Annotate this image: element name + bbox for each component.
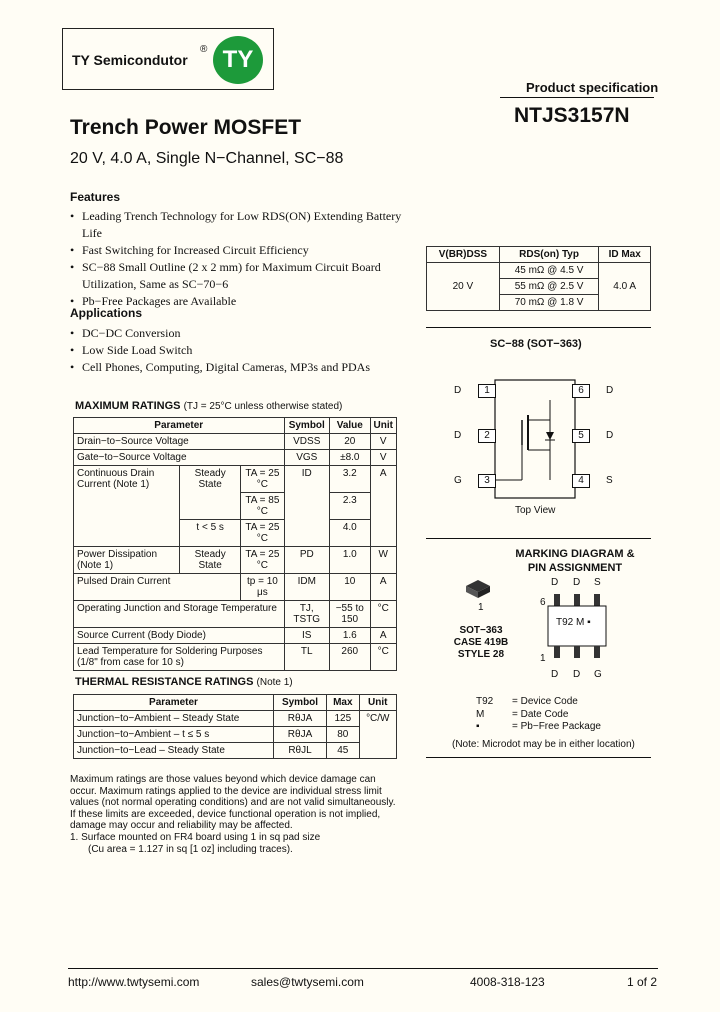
unit-cell: °C/W bbox=[359, 711, 396, 759]
package-title: SC−88 (SOT−363) bbox=[490, 338, 582, 350]
param-cell: Lead Temperature for Soldering Purposes (1/8" from case for 10 s) bbox=[74, 644, 285, 671]
rds-value: 45 mΩ @ 4.5 V bbox=[499, 263, 599, 279]
table-row bbox=[74, 601, 397, 628]
col-header: RDS(on) Typ bbox=[499, 247, 599, 263]
table-row bbox=[74, 628, 397, 644]
symbol-cell: RθJL bbox=[274, 743, 327, 759]
unit-cell: V bbox=[370, 450, 396, 466]
value-cell: 3.2 bbox=[330, 466, 370, 493]
param-cell: Gate−to−Source Voltage bbox=[74, 450, 285, 466]
max-ratings-title: MAXIMUM RATINGS bbox=[75, 400, 181, 412]
package-info bbox=[448, 625, 514, 661]
col-header: Unit bbox=[359, 695, 396, 711]
col-header: Symbol bbox=[274, 695, 327, 711]
col-header: V(BR)DSS bbox=[427, 247, 500, 263]
symbol-cell: VDSS bbox=[284, 434, 330, 450]
param-cell: Power Dissipation (Note 1) bbox=[74, 547, 180, 574]
symbol-cell: TJ, TSTG bbox=[284, 601, 330, 628]
symbol-cell: IDM bbox=[284, 574, 330, 601]
steady-state-cell: Steady State bbox=[180, 466, 241, 520]
unit-cell: V bbox=[370, 434, 396, 450]
list-item: • SC−88 Small Outline (2 x 2 mm) for Maximum Circuit Board Utilization, Same as SC−70−6 bbox=[70, 259, 420, 293]
param-cell: Junction−to−Ambient – Steady State bbox=[74, 711, 274, 727]
value-cell: 4.0 bbox=[330, 520, 370, 547]
col-header: Parameter bbox=[74, 695, 274, 711]
col-header: Symbol bbox=[284, 418, 330, 434]
legend-value: = Device Code bbox=[512, 696, 578, 707]
page-subtitle: 20 V, 4.0 A, Single N−Channel, SC−88 bbox=[70, 150, 344, 167]
thermal-heading bbox=[75, 676, 293, 688]
param-cell: Continuous Drain Current (Note 1) bbox=[74, 466, 180, 547]
symbol-cell: RθJA bbox=[274, 711, 327, 727]
divider bbox=[500, 97, 654, 98]
condition-cell: TA = 85 °C bbox=[241, 493, 284, 520]
pin-number: 1 bbox=[478, 384, 496, 398]
footer-phone: 4008-318-123 bbox=[470, 975, 545, 989]
product-spec-label: Product specification bbox=[526, 80, 659, 95]
page-title: Trench Power MOSFET bbox=[70, 116, 302, 139]
vbr-value: 20 V bbox=[427, 263, 500, 311]
legend-key: M bbox=[476, 708, 485, 720]
footer-divider bbox=[68, 968, 658, 969]
applications-heading: Applications bbox=[70, 306, 143, 320]
logo-text: TY Semicondutor bbox=[72, 52, 188, 68]
thermal-title: THERMAL RESISTANCE RATINGS bbox=[75, 676, 254, 688]
pin-number: 6 bbox=[572, 384, 590, 398]
id-value: 4.0 A bbox=[599, 263, 651, 311]
value-cell: 20 bbox=[330, 434, 370, 450]
divider bbox=[426, 757, 651, 758]
legend-row bbox=[476, 696, 601, 709]
part-number: NTJS3157N bbox=[514, 104, 630, 127]
pin-label: G bbox=[454, 475, 462, 486]
list-item: • DC−DC Conversion bbox=[70, 325, 420, 342]
package-style: STYLE 28 bbox=[457, 649, 505, 660]
unit-cell: °C bbox=[370, 601, 396, 628]
pin-label: S bbox=[606, 475, 613, 486]
top-view-label: Top View bbox=[515, 505, 556, 516]
col-header: ID Max bbox=[599, 247, 651, 263]
pin-number: 2 bbox=[478, 429, 496, 443]
divider bbox=[426, 327, 651, 328]
symbol-cell: TL bbox=[284, 644, 330, 671]
legend-value: = Pb−Free Package bbox=[512, 721, 601, 732]
legend-key: ▪ bbox=[476, 721, 480, 732]
symbol-cell: RθJA bbox=[274, 727, 327, 743]
features-heading: Features bbox=[70, 190, 121, 204]
pin-label: D bbox=[454, 430, 462, 441]
marking-title: MARKING DIAGRAM & PIN ASSIGNMENT bbox=[515, 548, 635, 574]
applications-list bbox=[70, 325, 420, 376]
package-case: CASE 419B bbox=[453, 637, 509, 648]
steady-state-cell: t < 5 s bbox=[180, 520, 241, 547]
condition-cell: TA = 25 °C bbox=[241, 466, 284, 493]
param-cell: Operating Junction and Storage Temperature bbox=[74, 601, 285, 628]
device-marking: T92 M ▪ bbox=[556, 617, 591, 628]
value-cell: 1.0 bbox=[330, 547, 370, 574]
footer-url[interactable]: http://www.twtysemi.com bbox=[68, 975, 200, 989]
unit-cell: A bbox=[370, 466, 396, 547]
symbol-cell: ID bbox=[284, 466, 330, 547]
marking-legend bbox=[476, 696, 601, 734]
table-row bbox=[74, 450, 397, 466]
unit-cell: °C bbox=[370, 644, 396, 671]
pin-label: D bbox=[573, 669, 581, 680]
list-item: • Leading Trench Technology for Low RDS(ON) Extending Battery Life bbox=[70, 208, 420, 242]
pin-label: G bbox=[594, 669, 602, 680]
package-3d-icon bbox=[462, 578, 492, 602]
package-schematic-icon bbox=[450, 370, 630, 500]
spec-table bbox=[426, 246, 651, 311]
pin1-marker: 1 bbox=[478, 602, 484, 613]
unit-cell: A bbox=[370, 574, 396, 601]
legend-row bbox=[476, 709, 601, 722]
page-number: 1 of 2 bbox=[627, 975, 658, 989]
value-cell: 45 bbox=[327, 743, 360, 759]
symbol-cell: IS bbox=[284, 628, 330, 644]
pin-number: 3 bbox=[478, 474, 496, 488]
pin-label: D bbox=[573, 577, 581, 588]
param-cell: Source Current (Body Diode) bbox=[74, 628, 285, 644]
param-cell: Junction−to−Ambient – t ≤ 5 s bbox=[74, 727, 274, 743]
pin-label: D bbox=[551, 669, 559, 680]
max-ratings-table bbox=[73, 417, 397, 671]
table-row bbox=[74, 466, 397, 493]
registered-mark: ® bbox=[200, 44, 208, 55]
condition-cell: TA = 25 °C bbox=[241, 520, 284, 547]
col-header: Max bbox=[327, 695, 360, 711]
legend-value: = Date Code bbox=[512, 708, 569, 720]
pin-number: 1 bbox=[540, 653, 546, 664]
list-item: • Low Side Load Switch bbox=[70, 342, 420, 359]
table-row bbox=[74, 644, 397, 671]
rds-value: 70 mΩ @ 1.8 V bbox=[499, 295, 599, 311]
table-row bbox=[74, 547, 397, 574]
max-ratings-condition: (TJ = 25°C unless otherwise stated) bbox=[183, 401, 343, 412]
param-cell: Pulsed Drain Current bbox=[74, 574, 241, 601]
value-cell: ±8.0 bbox=[330, 450, 370, 466]
unit-cell: W bbox=[370, 547, 396, 574]
param-cell: Drain−to−Source Voltage bbox=[74, 434, 285, 450]
legend-row bbox=[476, 721, 601, 734]
value-cell: 260 bbox=[330, 644, 370, 671]
pin-number: 6 bbox=[540, 597, 546, 608]
legend-key: T92 bbox=[476, 696, 494, 707]
thermal-note: (Note 1) bbox=[256, 677, 293, 688]
list-item: • Pb−Free Packages are Available bbox=[70, 293, 420, 310]
value-cell: −55 to 150 bbox=[330, 601, 370, 628]
pin-label: S bbox=[594, 577, 601, 588]
thermal-table bbox=[73, 694, 397, 759]
symbol-cell: VGS bbox=[284, 450, 330, 466]
footer-email[interactable]: sales@twtysemi.com bbox=[251, 975, 364, 989]
value-cell: 2.3 bbox=[330, 493, 370, 520]
value-cell: 80 bbox=[327, 727, 360, 743]
value-cell: 125 bbox=[327, 711, 360, 727]
table-row bbox=[74, 711, 397, 727]
col-header: Parameter bbox=[74, 418, 285, 434]
table-row bbox=[74, 743, 397, 759]
logo-icon: TY bbox=[213, 36, 263, 84]
unit-cell: A bbox=[370, 628, 396, 644]
note-1-detail: (Cu area = 1.127 in sq [1 oz] including traces). bbox=[88, 844, 293, 855]
features-list bbox=[70, 208, 420, 310]
table-row bbox=[74, 574, 397, 601]
table-row bbox=[74, 727, 397, 743]
marking-note: (Note: Microdot may be in either location) bbox=[452, 739, 635, 750]
pin-label: D bbox=[606, 430, 614, 441]
max-ratings-heading bbox=[75, 400, 342, 412]
pin-label: D bbox=[551, 577, 559, 588]
note-1: 1. Surface mounted on FR4 board using 1 in sq pad size bbox=[70, 832, 321, 843]
value-cell: 1.6 bbox=[330, 628, 370, 644]
value-cell: 10 bbox=[330, 574, 370, 601]
pin-label: D bbox=[606, 385, 614, 396]
param-cell: Junction−to−Lead – Steady State bbox=[74, 743, 274, 759]
condition-cell: TA = 25 °C bbox=[241, 547, 284, 574]
steady-state-cell: Steady State bbox=[180, 547, 241, 574]
pin-label: D bbox=[454, 385, 462, 396]
package-name: SOT−363 bbox=[459, 625, 503, 636]
pin-number: 4 bbox=[572, 474, 590, 488]
rds-value: 55 mΩ @ 2.5 V bbox=[499, 279, 599, 295]
col-header: Unit bbox=[370, 418, 396, 434]
ratings-notes: Maximum ratings are those values beyond which device damage can occur. Maximum ratings applied to the device are individual stress limit values (not normal operating conditions) and are not valid simultaneously. If these limits are exceeded, device functional operation is not implied, damage may occur and reliability may be affected. bbox=[70, 774, 396, 831]
col-header: Value bbox=[330, 418, 370, 434]
list-item: • Fast Switching for Increased Circuit Efficiency bbox=[70, 242, 420, 259]
list-item: • Cell Phones, Computing, Digital Cameras, MP3s and PDAs bbox=[70, 359, 420, 376]
condition-cell: tp = 10 μs bbox=[241, 574, 284, 601]
divider bbox=[426, 538, 651, 539]
table-row bbox=[74, 434, 397, 450]
pin-number: 5 bbox=[572, 429, 590, 443]
symbol-cell: PD bbox=[284, 547, 330, 574]
